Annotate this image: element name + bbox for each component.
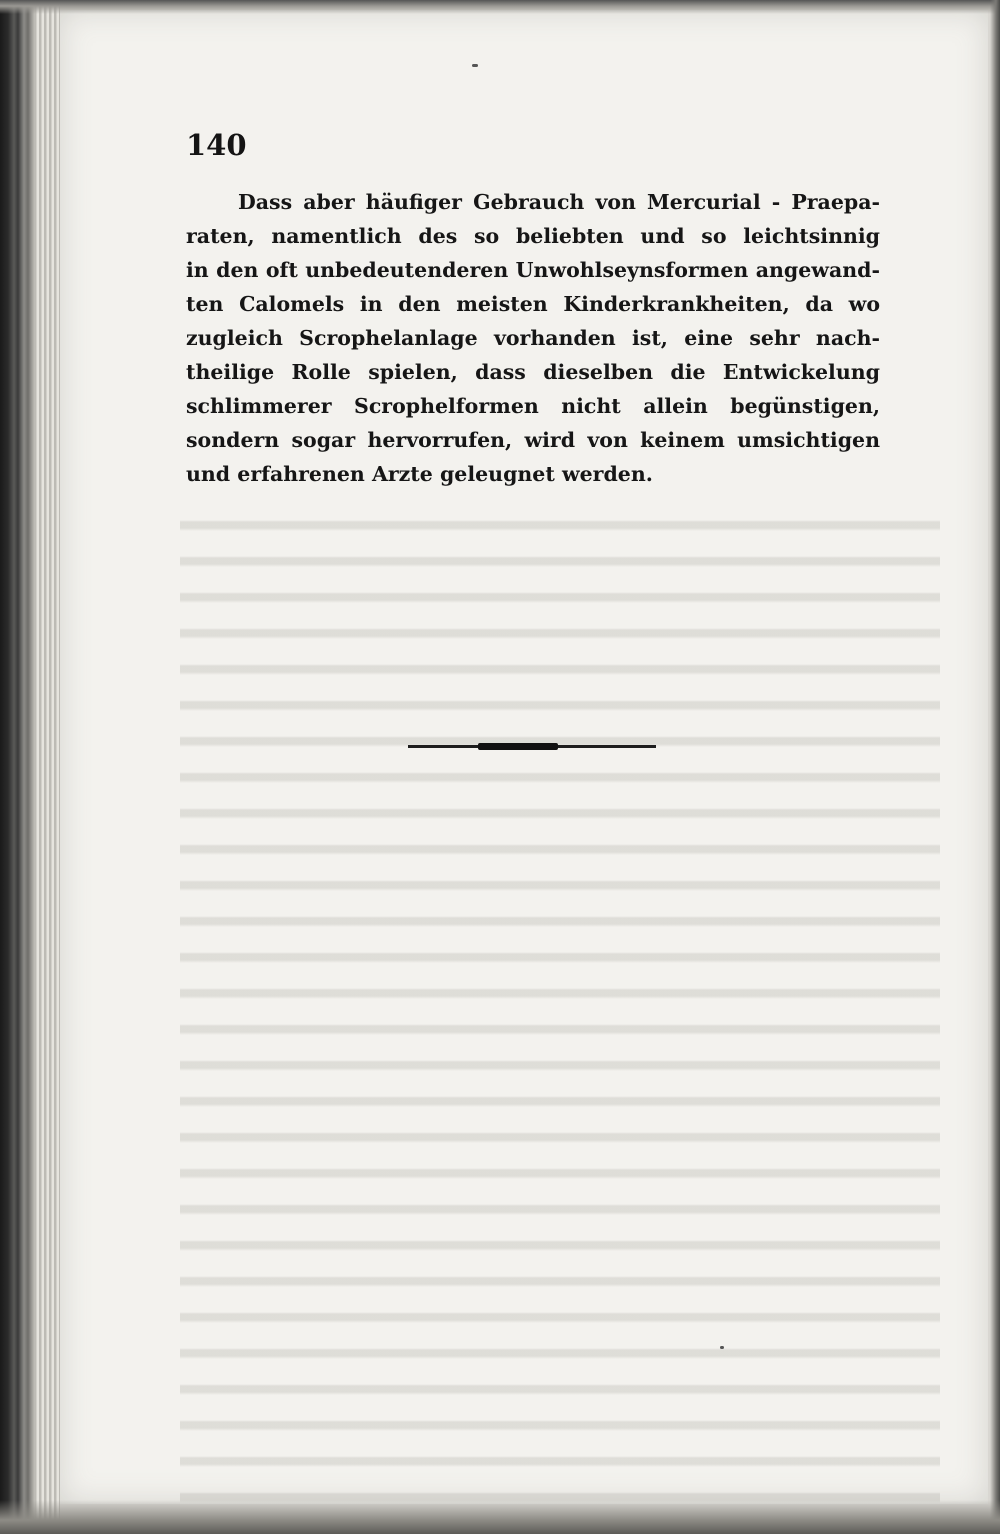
book-binding-edge <box>0 0 34 1534</box>
top-scan-shadow <box>0 0 1000 14</box>
page-number: 140 <box>186 128 247 162</box>
page-stack-edges <box>34 0 60 1534</box>
paragraph-line: sondern sogar hervorrufen, wird von keinem umsichtigen <box>186 428 880 452</box>
paragraph-line: zugleich Scrophelanlage vorhanden ist, eine sehr nach- <box>186 326 880 350</box>
ink-speck <box>720 1346 724 1349</box>
paragraph-line: Dass aber häufiger Gebrauch von Mercurial - Praepa- <box>238 190 880 214</box>
ink-speck <box>472 64 478 67</box>
right-scan-edge <box>990 0 1000 1534</box>
paragraph-line: in den oft unbedeutenderen Unwohlseynsformen angewand- <box>186 258 880 282</box>
section-divider-ornament <box>478 743 558 750</box>
show-through-texture <box>180 500 940 1510</box>
paragraph-line: schlimmerer Scrophelformen nicht allein begünstigen, <box>186 394 880 418</box>
paragraph-line: ten Calomels in den meisten Kinderkrankheiten, da wo <box>186 292 880 316</box>
paragraph-line: theilige Rolle spielen, dass dieselben die Entwickelung <box>186 360 880 384</box>
bottom-scan-edge <box>0 1500 1000 1534</box>
body-paragraph <box>186 185 880 491</box>
paragraph-line: raten, namentlich des so beliebten und so leichtsinnig <box>186 224 880 248</box>
paragraph-line: und erfahrenen Arzte geleugnet werden. <box>186 462 653 486</box>
